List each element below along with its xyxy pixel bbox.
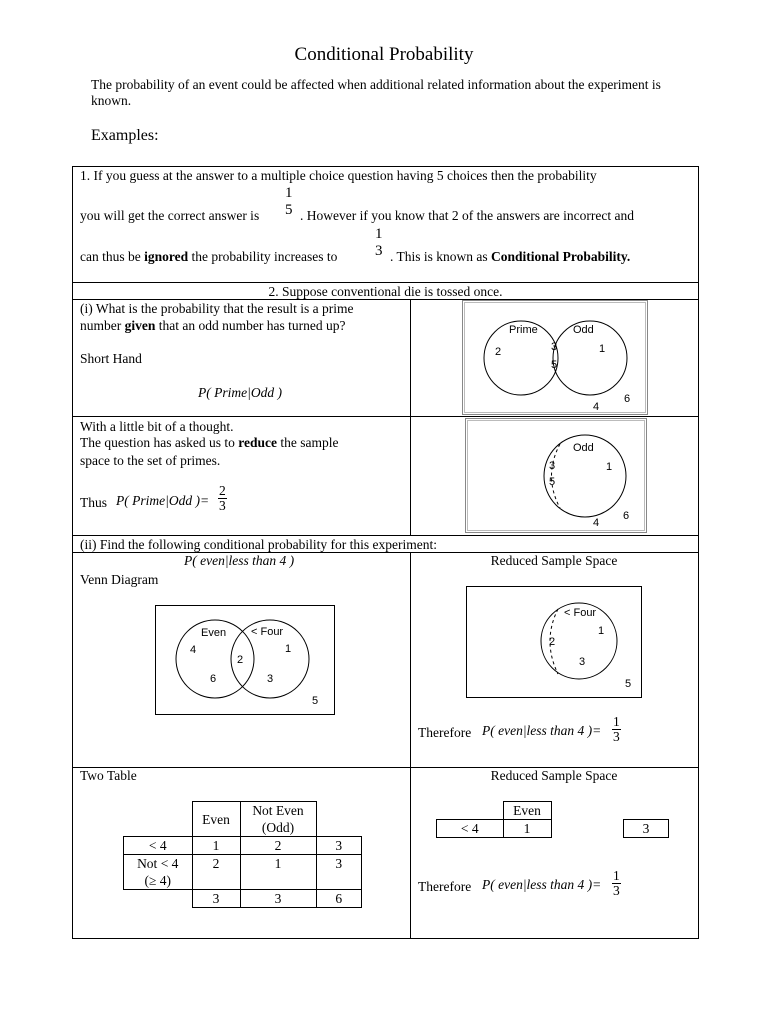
rt-header-even: Even <box>503 802 551 820</box>
notation-prime-given-odd: P( Prime|Odd ) <box>198 385 282 400</box>
table-row: < 4 1 3 <box>437 820 669 838</box>
venn3-val-2: 2 <box>237 654 244 666</box>
tt-row-label: Not < 4 (≥ 4) <box>124 855 193 890</box>
thought-line2: The question has asked us to reduce the sample <box>80 435 339 450</box>
venn1-val-1: 1 <box>599 343 606 355</box>
page-title: Conditional Probability <box>294 44 474 65</box>
two-table-label: Two Table <box>80 768 137 783</box>
venn1-val-3: 3 <box>551 341 558 353</box>
venn1-val-2: 2 <box>495 346 502 358</box>
reduced-label-1: Reduced Sample Space <box>490 553 618 568</box>
rt-row-label: < 4 <box>437 820 504 838</box>
thought-line1: With a little bit of a thought. <box>80 419 234 434</box>
venn1-val-6: 6 <box>624 393 631 405</box>
q1-line1: (i) What is the probability that the result is a prime <box>80 301 354 316</box>
venn3-val-6: 6 <box>210 673 217 685</box>
ex1-line3: can thus be ignored the probability increases to <box>80 249 338 264</box>
venn4-val-3: 3 <box>579 656 586 668</box>
venn3-val-3: 3 <box>267 673 274 685</box>
intro-text: The probability of an event could be affected when additional related information about the experiment is known. <box>91 77 661 108</box>
venn3-val-1: 1 <box>285 643 292 655</box>
venn2-val-5: 5 <box>549 476 556 488</box>
venn4-val-2: 2 <box>549 636 556 648</box>
therefore-label-1: Therefore <box>418 725 472 740</box>
venn2-frame <box>466 419 647 533</box>
examples-heading: Examples: <box>91 127 159 144</box>
venn2-val-3: 3 <box>549 460 556 472</box>
short-hand-label: Short Hand <box>80 351 142 366</box>
therefore-expression-1: P( even|less than 4 )= <box>482 723 602 738</box>
venn-prime-odd <box>462 300 648 415</box>
tt-header-not-even: Not Even (Odd) <box>240 802 316 837</box>
venn2-label-odd: Odd <box>573 442 594 454</box>
q2-header: (ii) Find the following conditional probability for this experiment: <box>80 537 437 552</box>
table-row: 3 3 6 <box>124 890 362 908</box>
ex2-header: 2. Suppose conventional die is tossed once. <box>268 284 503 299</box>
table-row: Not < 4 (≥ 4) 2 1 3 <box>124 855 362 890</box>
venn-diagram-label: Venn Diagram <box>80 572 159 587</box>
ex1-line1: 1. If you guess at the answer to a multiple choice question having 5 choices then the probability <box>80 168 597 183</box>
fraction-one-third: 1 3 <box>375 226 383 259</box>
venn3-val-5: 5 <box>312 695 319 707</box>
therefore-fraction-1: $\frac{1}{3}$ <box>613 714 620 744</box>
two-way-table <box>123 801 362 908</box>
venn3-val-4: 4 <box>190 644 197 656</box>
venn4-val-1: 1 <box>598 625 605 637</box>
reduced-label-2: Reduced Sample Space <box>490 768 618 783</box>
reduced-table <box>436 801 669 838</box>
therefore-label-2: Therefore <box>418 879 472 894</box>
therefore-fraction-2: $\frac{1}{3}$ <box>613 868 620 898</box>
venn2-val-1: 1 <box>606 461 613 473</box>
venn3-label-even: Even <box>201 627 227 639</box>
venn-odd-reduced <box>465 418 647 533</box>
therefore-expression-2: P( even|less than 4 )= <box>482 877 602 892</box>
thus-label: Thus <box>80 495 107 510</box>
tt-row-label: < 4 <box>124 837 193 855</box>
venn2-frame-inner <box>468 421 645 531</box>
fraction-one-fifth: 1 5 <box>285 185 293 218</box>
venn4-val-5: 5 <box>625 678 632 690</box>
venn3-label-lessfour: < Four <box>251 626 284 638</box>
venn2-val-4: 4 <box>593 517 600 529</box>
ex1-line2: you will get the correct answer is <box>80 208 260 223</box>
ex1-line2-rest: . However if you know that 2 of the answers are incorrect and <box>300 208 635 223</box>
thought-line3: space to the set of primes. <box>80 453 221 468</box>
thus-fraction: $\frac{2}{3}$ <box>219 483 226 513</box>
tt-header-even: Even <box>192 802 240 837</box>
ex1-line3-rest: . This is known as Conditional Probability. <box>390 249 631 264</box>
venn1-frame-inner <box>465 303 646 413</box>
table-row: < 4 1 2 3 <box>124 837 362 855</box>
venn1-val-5: 5 <box>551 359 558 371</box>
venn-even-lessfour <box>155 605 335 715</box>
venn1-label-prime: Prime <box>509 324 538 336</box>
venn1-frame <box>463 301 648 415</box>
venn1-val-4: 4 <box>593 401 600 413</box>
q2-notation: P( even|less than 4 ) <box>184 553 295 568</box>
thus-expression: P( Prime|Odd )= <box>116 493 210 508</box>
venn3-frame <box>156 606 335 715</box>
venn-lessfour-reduced <box>466 586 642 698</box>
venn2-val-6: 6 <box>623 510 630 522</box>
q1-line2: number given that an odd number has turned up? <box>80 318 346 333</box>
venn4-label-lessfour: < Four <box>564 607 597 619</box>
venn1-label-odd: Odd <box>573 324 594 336</box>
